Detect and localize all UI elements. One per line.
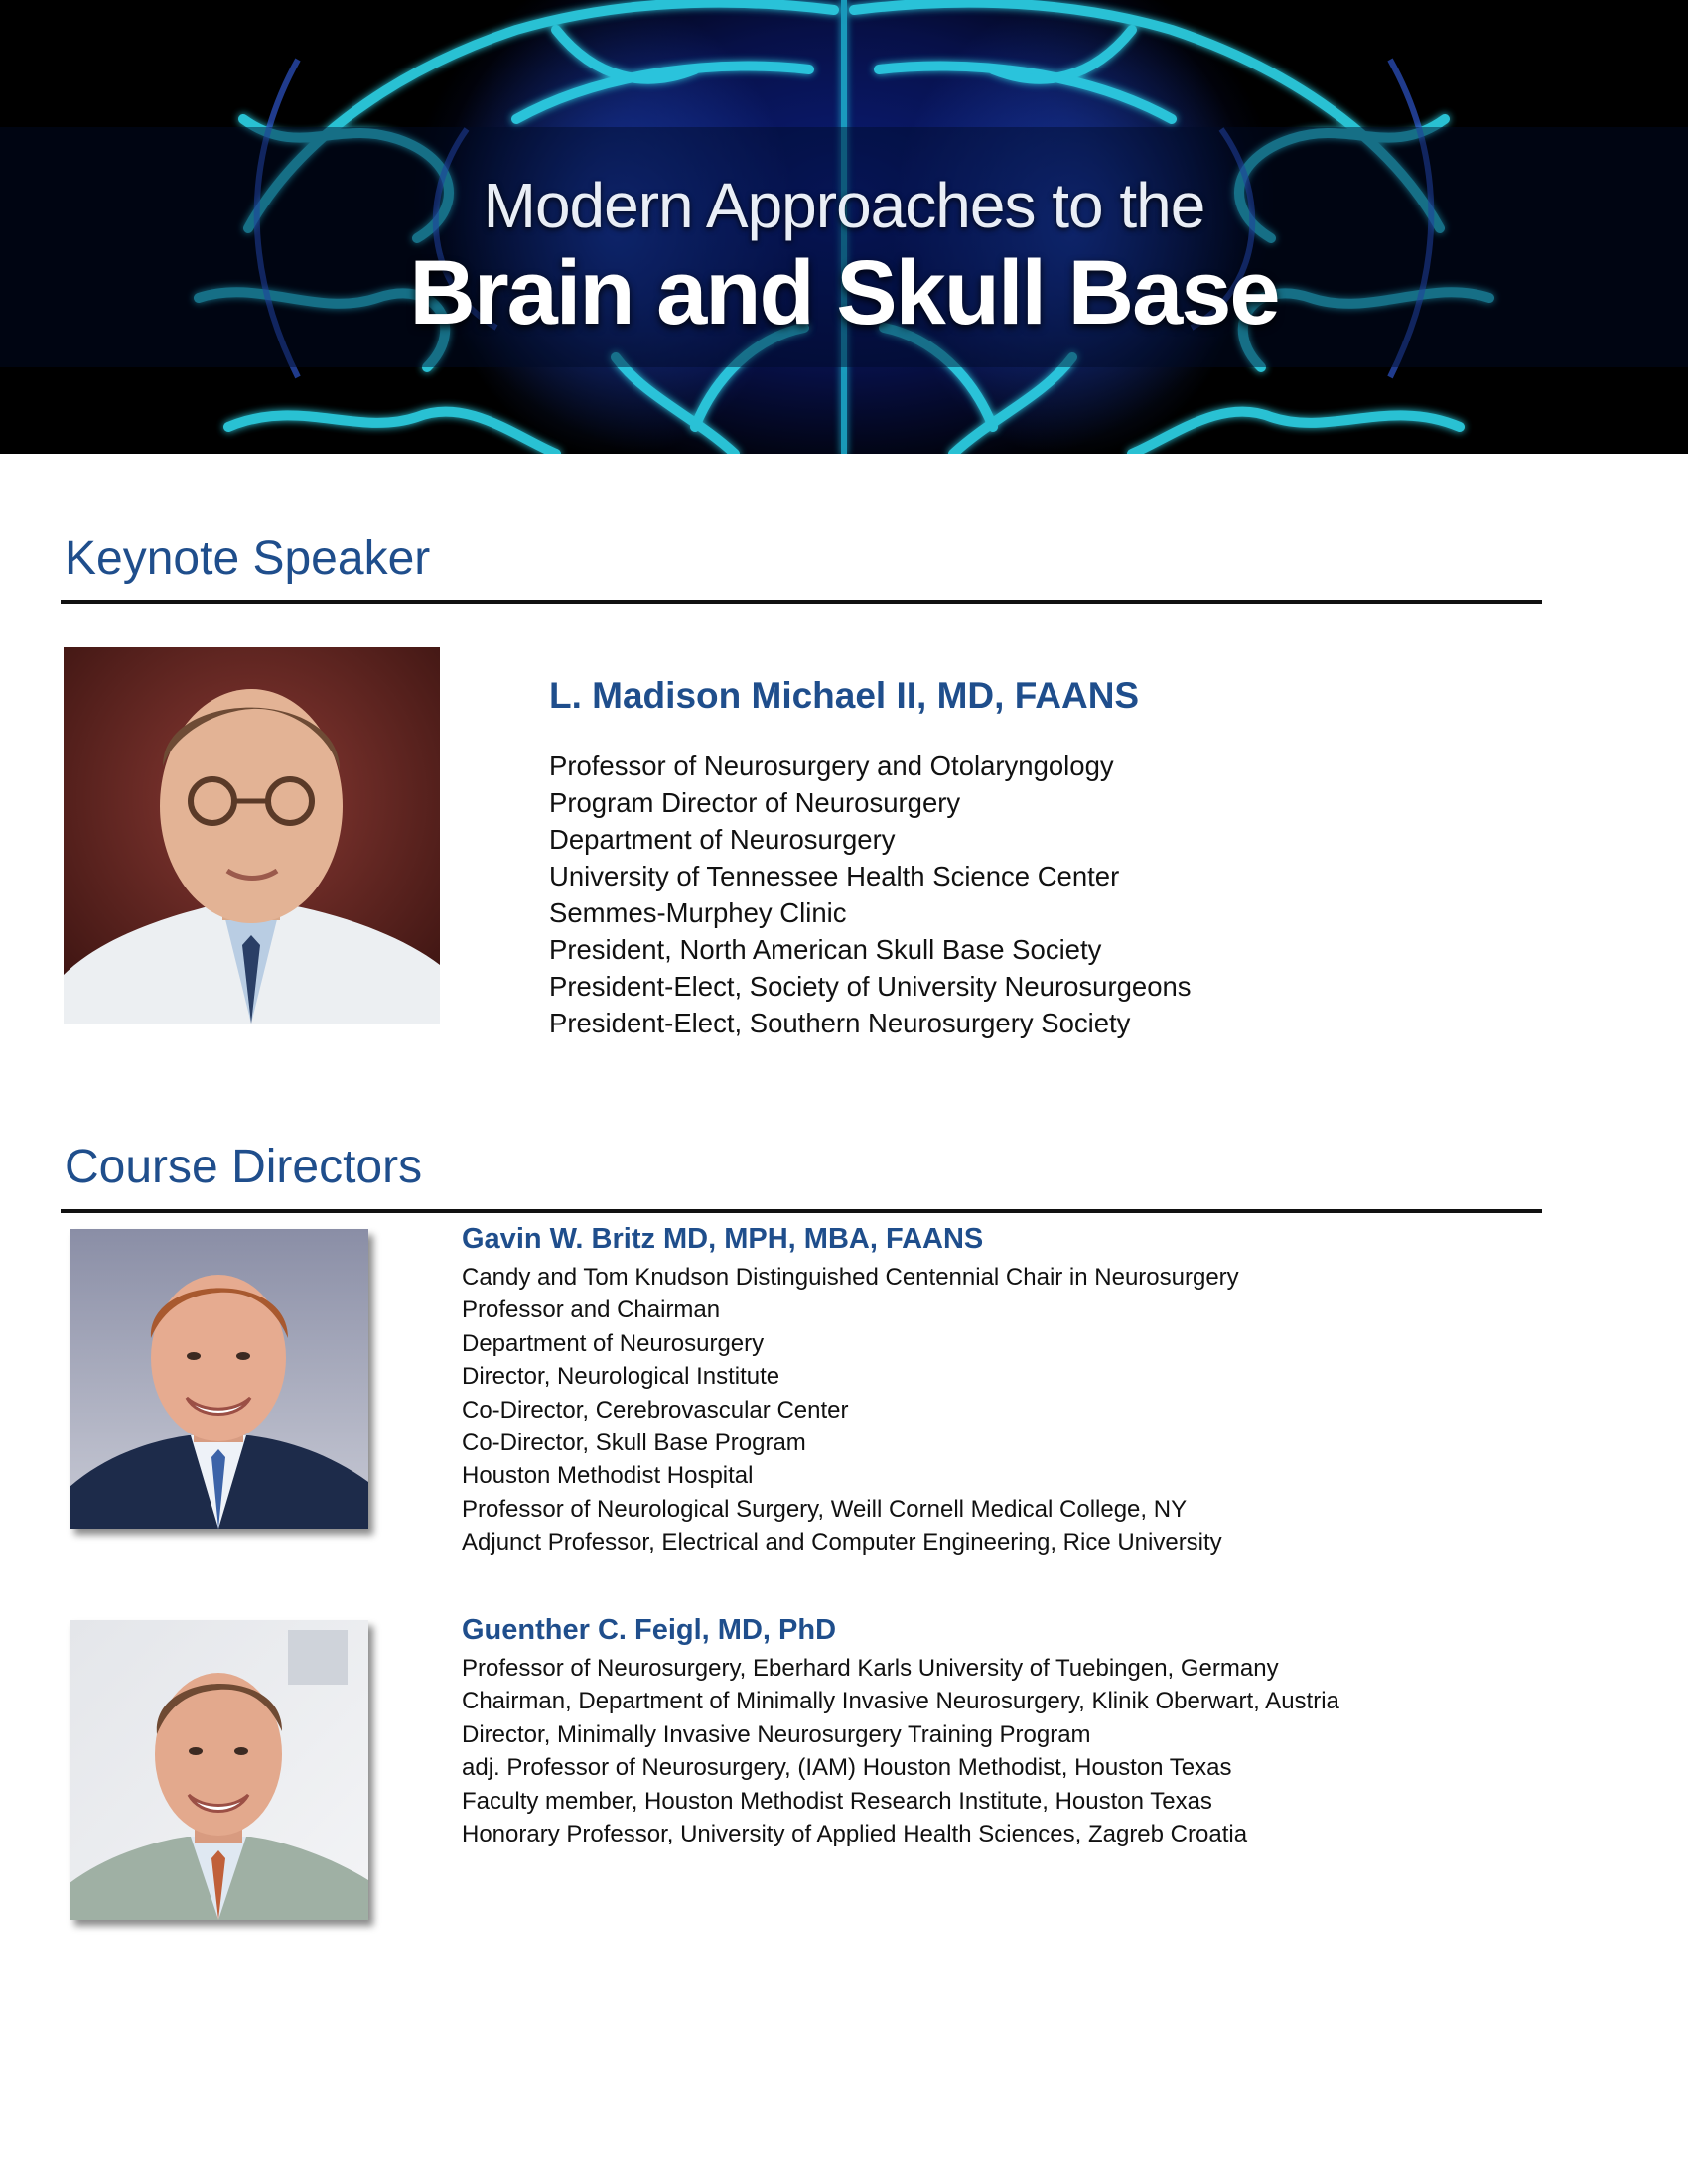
director-title-line: Professor and Chairman [462,1297,721,1324]
banner-title-line1: Modern Approaches to the [483,170,1205,241]
director-title-line: Co-Director, Skull Base Program [462,1430,806,1457]
director-title-line: Director, Minimally Invasive Neurosurgery Training Program [462,1720,1091,1748]
keynote-title-line: Professor of Neurosurgery and Otolaryngology [549,751,1114,781]
directors-heading: Course Directors [65,1141,423,1193]
banner-title-line2: Brain and Skull Base [409,242,1279,343]
director-title-line: Department of Neurosurgery [462,1329,765,1357]
keynote-title-line: President-Elect, Society of University Neurosurgeons [549,971,1192,1002]
keynote-heading: Keynote Speaker [65,532,431,585]
directors-divider [61,1209,1542,1213]
keynote-title-line: Program Director of Neurosurgery [549,787,961,818]
director-title-line: adj. Professor of Neurosurgery, (IAM) Houston Methodist, Houston Texas [462,1754,1232,1782]
director-name-feigl: Guenther C. Feigl, MD, PhD [462,1614,837,1646]
director-title-line: Honorary Professor, University of Applied Health Sciences, Zagreb Croatia [462,1821,1248,1848]
director-title-line: Adjunct Professor, Electrical and Computer Engineering, Rice University [462,1529,1222,1557]
director-titles-britz [462,1261,1239,1560]
director-titles-feigl [462,1652,1339,1850]
keynote-speaker-name: L. Madison Michael II, MD, FAANS [549,675,1140,716]
keynote-speaker-photo [64,647,440,1024]
keynote-title-line: President-Elect, Southern Neurosurgery Society [549,1008,1131,1038]
header-banner [0,0,1688,454]
director-title-line: Candy and Tom Knudson Distinguished Centennial Chair in Neurosurgery [462,1264,1239,1291]
director-title-line: Professor of Neurological Surgery, Weill Cornell Medical College, NY [462,1495,1188,1523]
keynote-title-line: Semmes-Murphey Clinic [549,897,847,928]
director-photo-feigl [70,1620,368,1920]
director-title-line: Houston Methodist Hospital [462,1462,754,1490]
keynote-divider [61,600,1542,604]
keynote-title-line: President, North American Skull Base Society [549,934,1102,965]
director-name-britz: Gavin W. Britz MD, MPH, MBA, FAANS [462,1223,984,1255]
keynote-title-line: Department of Neurosurgery [549,824,896,855]
director-title-line: Faculty member, Houston Methodist Research Institute, Houston Texas [462,1787,1212,1815]
director-title-line: Professor of Neurosurgery, Eberhard Karls University of Tuebingen, Germany [462,1655,1279,1682]
director-photo-britz [70,1229,368,1529]
keynote-title-line: University of Tennessee Health Science Center [549,861,1120,891]
director-title-line: Director, Neurological Institute [462,1363,780,1391]
director-title-line: Chairman, Department of Minimally Invasive Neurosurgery, Klinik Oberwart, Austria [462,1688,1339,1715]
director-title-line: Co-Director, Cerebrovascular Center [462,1396,849,1424]
keynote-speaker-titles [549,748,1192,1041]
